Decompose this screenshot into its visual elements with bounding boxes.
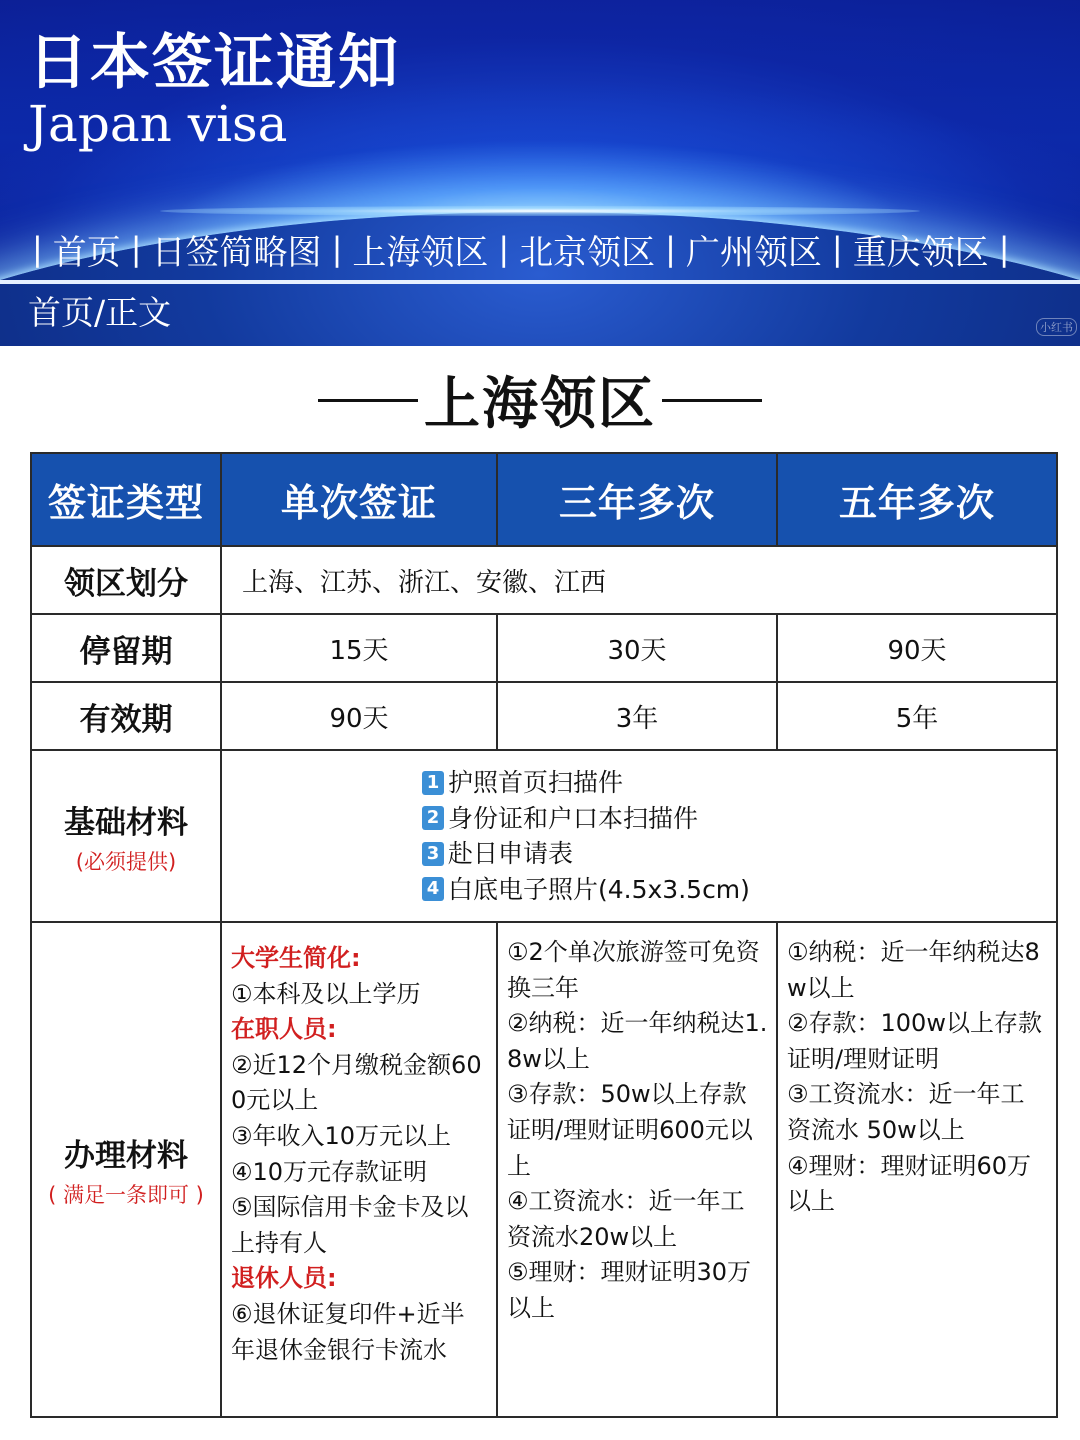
title-dash-right	[662, 399, 762, 402]
stay-three-year: 30天	[498, 615, 778, 683]
materials-three-year	[498, 923, 778, 1416]
stay-five-year: 90天	[778, 615, 1056, 683]
category-retiree: 退休人员:	[231, 1264, 337, 1293]
watermark: 小红书	[1036, 318, 1077, 336]
nav-bar	[0, 224, 1080, 274]
label-stay	[32, 615, 222, 683]
materials-five-year	[778, 923, 1056, 1416]
material-item: ①2个单次旅游签可免资换三年	[507, 938, 760, 1002]
nav-divider	[0, 280, 1080, 284]
nav-item-shanghai[interactable]: 上海领区	[352, 232, 489, 273]
material-item: ③工资流水：近一年工资流水 50w以上	[787, 1080, 1025, 1144]
title-dash-left	[318, 399, 418, 402]
material-item: ②存款：100w以上存款证明/理财证明	[787, 1009, 1042, 1073]
material-item: ①本科及以上学历	[231, 979, 421, 1008]
header-banner	[0, 0, 1080, 346]
label-basic-text: 基础材料	[64, 804, 188, 841]
basic-item-text: 身份证和户口本扫描件	[448, 803, 699, 833]
basic-materials-list	[222, 751, 1056, 923]
section-title	[0, 364, 1080, 436]
material-item: ④理财：理财证明60万以上	[787, 1151, 1032, 1216]
validity-five-year: 5年	[778, 683, 1056, 751]
basic-item-text: 护照首页扫描件	[448, 768, 624, 797]
nav-separator: |	[831, 230, 843, 268]
nav-separator: |	[998, 230, 1010, 268]
header-visa-type: 签证类型	[32, 454, 222, 547]
material-item: ①纳税：近一年纳税达8w以上	[787, 938, 1040, 1002]
nav-item-chongqing[interactable]: 重庆领区	[852, 232, 989, 273]
banner-title: 日本签证通知	[28, 28, 400, 98]
material-item: ⑥退休证复印件+近半年退休金银行卡流水	[231, 1299, 465, 1364]
number-badge-icon: 1	[422, 771, 444, 795]
breadcrumb[interactable]: 首页/正文	[28, 293, 172, 332]
header-three-year: 三年多次	[498, 454, 778, 547]
section-title-text: 上海领区	[424, 371, 656, 437]
material-item: ④工资流水：近一年工资流水20w以上	[507, 1187, 745, 1251]
material-item: ⑤国际信用卡金卡及以上持有人	[231, 1193, 469, 1257]
category-student: 大学生简化:	[231, 944, 361, 972]
label-region	[32, 547, 222, 615]
number-badge-icon: 3	[422, 842, 444, 866]
category-employee: 在职人员:	[231, 1015, 337, 1044]
material-item: ⑤理财：理财证明30万以上	[507, 1258, 752, 1322]
label-region-text: 领区划分	[64, 565, 188, 602]
material-item: ③年收入10万元以上	[231, 1121, 452, 1150]
number-badge-icon: 2	[422, 806, 444, 830]
banner-subtitle: Japan visa	[28, 95, 288, 153]
nav-separator: |	[665, 230, 676, 268]
label-basic-note: (必须提供)	[75, 849, 177, 874]
material-item: ②纳税：近一年纳税达1.8w以上	[507, 1009, 768, 1073]
material-item: ②近12个月缴税金额600元以上	[231, 1050, 482, 1115]
stay-single: 15天	[222, 615, 498, 683]
number-badge-icon: 4	[422, 877, 444, 901]
header-single: 单次签证	[222, 454, 498, 547]
nav-item-guangzhou[interactable]: 广州领区	[685, 232, 822, 273]
nav-separator: |	[130, 230, 142, 268]
label-materials-note: ( 满足一条即可 )	[48, 1183, 204, 1207]
nav-separator: |	[498, 230, 510, 268]
nav-separator: |	[331, 230, 343, 268]
label-basic-materials	[32, 751, 222, 923]
nav-item-overview[interactable]: 日签简略图	[151, 232, 322, 273]
validity-three-year: 3年	[498, 683, 778, 751]
basic-item	[422, 872, 1056, 908]
basic-item	[422, 836, 1056, 872]
header-five-year: 五年多次	[778, 454, 1056, 547]
nav-item-beijing[interactable]: 北京领区	[519, 232, 656, 273]
label-validity	[32, 683, 222, 751]
basic-item	[422, 765, 1056, 801]
materials-single	[222, 923, 498, 1416]
material-item: ③存款：50w以上存款证明/理财证明600元以上	[507, 1080, 753, 1180]
label-materials	[32, 923, 222, 1416]
horizon-glow	[160, 206, 920, 216]
basic-item-text: 白底电子照片(4.5x3.5cm)	[448, 874, 750, 904]
material-item: ④10万元存款证明	[231, 1157, 428, 1186]
label-stay-text: 停留期	[79, 633, 173, 670]
basic-item	[422, 801, 1056, 837]
visa-table	[30, 452, 1058, 1418]
nav-item-home[interactable]: 首页	[52, 232, 121, 273]
label-validity-text: 有效期	[79, 701, 173, 738]
validity-single: 90天	[222, 683, 498, 751]
label-materials-text: 办理材料	[64, 1138, 188, 1174]
region-value: 上海、江苏、浙江、安徽、江西	[222, 547, 1056, 615]
nav-separator: |	[32, 230, 43, 268]
basic-item-text: 赴日申请表	[448, 839, 574, 868]
